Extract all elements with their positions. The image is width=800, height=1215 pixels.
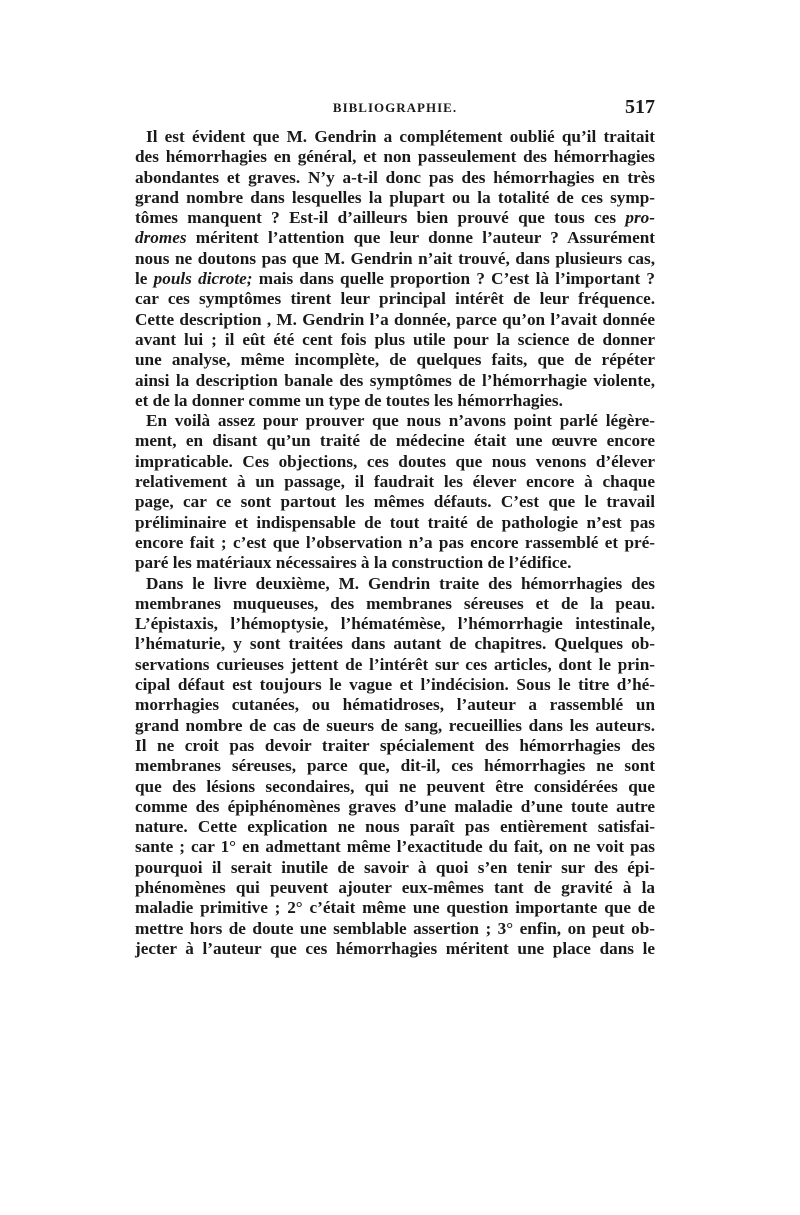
text-line: le pouls dicrote; mais dans quelle proportion ? C’est là l’important ? xyxy=(135,269,655,289)
text-line: nature. Cette explication ne nous paraît pas entièrement satisfai- xyxy=(135,817,655,837)
text-line: sante ; car 1° en admettant même l’exactitude du fait, on ne voit pas xyxy=(135,837,655,857)
text-line: pourquoi il serait inutile de savoir à quoi s’en tenir sur des épi- xyxy=(135,857,655,877)
text-line: ainsi la description banale des symptômes de l’hémorrhagie violente, xyxy=(135,370,655,390)
text-line: morrhagies cutanées, ou hématidroses, l’auteur a rassemblé un xyxy=(135,695,655,715)
text-line: car ces symptômes tirent leur principal intérêt de leur fréquence. xyxy=(135,289,655,309)
text-line: dromes méritent l’attention que leur donne l’auteur ? Assurément xyxy=(135,228,655,248)
text-line: relativement à un passage, il faudrait les élever encore à chaque xyxy=(135,472,655,492)
text-line: phénomènes qui peuvent ajouter eux-mêmes tant de gravité à la xyxy=(135,877,655,897)
text-line: et de la donner comme un type de toutes les hémorrhagies. xyxy=(135,390,563,410)
text-line: ment, en disant qu’un traité de médecine était une œuvre encore xyxy=(135,431,655,451)
text-line: que des lésions secondaires, qui ne peuvent être considérées que xyxy=(135,776,655,796)
text-line: l’hématurie, y sont traitées dans autant de chapitres. Quelques ob- xyxy=(135,634,655,654)
text-line: Il ne croit pas devoir traiter spécialement des hémorrhagies des xyxy=(135,735,655,755)
text-line: grand nombre dans lesquelles la plupart ou la totalité de ces symp- xyxy=(135,187,655,207)
text-line: encore fait ; c’est que l’observation n’a pas encore rassemblé et pré- xyxy=(135,532,655,552)
text-line: page, car ce sont partout les mêmes défauts. C’est que le travail xyxy=(135,492,655,512)
page-number: 517 xyxy=(625,96,655,118)
running-title: BIBLIOGRAPHIE. xyxy=(332,100,458,115)
text-line: comme des épiphénomènes graves d’une maladie d’une toute autre xyxy=(135,796,655,816)
text-line: une analyse, même incomplète, de quelques faits, que de répéter xyxy=(135,350,655,370)
text-line: tômes manquent ? Est-il d’ailleurs bien prouvé que tous ces pro- xyxy=(135,208,655,228)
text-line: membranes séreuses, parce que, dit-il, ces hémorrhagies ne sont xyxy=(135,756,655,776)
text-line: Il est évident que M. Gendrin a complétement oublié qu’il traitait xyxy=(146,127,655,146)
text-line: nous ne doutons pas que M. Gendrin n’ait trouvé, dans plusieurs cas, xyxy=(135,248,655,268)
text-line: membranes muqueuses, des membranes séreuses et de la peau. xyxy=(135,593,655,613)
text-line: Cette description , M. Gendrin l’a donnée, parce qu’on l’avait donnée xyxy=(135,309,655,329)
running-head xyxy=(135,96,655,124)
text-line: préliminaire et indispensable de tout traité de pathologie n’est pas xyxy=(135,512,655,532)
body-text xyxy=(135,127,655,959)
text-line: paré les matériaux nécessaires à la construction de l’édifice. xyxy=(135,553,572,573)
text-line: impraticable. Ces objections, ces doutes que nous venons d’élever xyxy=(135,451,655,471)
text-line: servations curieuses jettent de l’intérêt sur ces articles, dont le prin- xyxy=(135,654,655,674)
text-line: jecter à l’auteur que ces hémorrhagies méritent une place dans le xyxy=(135,938,655,958)
text-line: En voilà assez pour prouver que nous n’avons point parlé légère- xyxy=(146,411,655,431)
text-line: avant lui ; il eût été cent fois plus utile pour la science de donner xyxy=(135,329,655,349)
text-line: cipal défaut est toujours le vague et l’indécision. Sous le titre d’hé- xyxy=(135,675,655,695)
text-line: mettre hors de doute une semblable assertion ; 3° enfin, on peut ob- xyxy=(135,918,655,938)
text-line: maladie primitive ; 2° c’était même une question importante que de xyxy=(135,898,655,918)
text-line: Dans le livre deuxième, M. Gendrin traite des hémorrhagies des xyxy=(146,573,655,593)
text-line: des hémorrhagies en général, et non passeulement des hémorrhagies xyxy=(135,147,655,167)
text-line: abondantes et graves. N’y a-t-il donc pas des hémorrhagies en très xyxy=(135,167,655,187)
text-line: grand nombre de cas de sueurs de sang, recueillies dans les auteurs. xyxy=(135,715,655,735)
text-line: L’épistaxis, l’hémoptysie, l’hématémèse, l’hémorrhagie intestinale, xyxy=(135,614,655,634)
